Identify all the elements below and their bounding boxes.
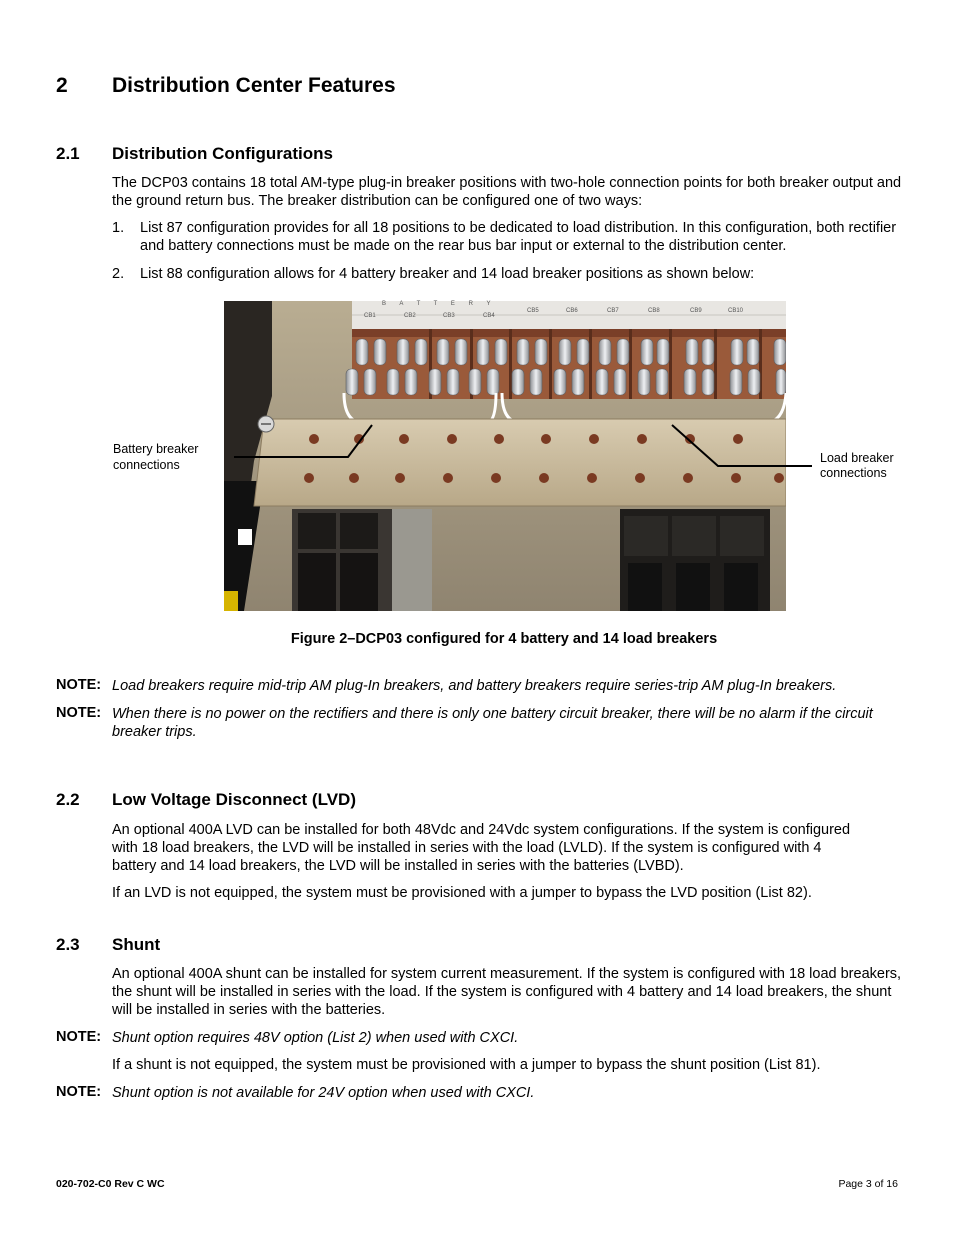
section-2-2-paragraph-1: An optional 400A LVD can be installed for both 48Vdc and 24Vdc system configurations. If the system is configured with 18 load breakers, the LVD will be installed in series with the load (LVLD). If the system is configured with 4 battery and 14 load breakers, the LVD will be installed in series with the batteries (LVBD). — [112, 822, 851, 874]
section-2-2-number: 2.2 — [56, 790, 80, 809]
breaker-label-cb7: CB7 — [607, 308, 619, 314]
breaker-label-cb3: CB3 — [443, 313, 455, 319]
note-1-label: NOTE: — [56, 677, 102, 693]
note-3-label: NOTE: — [56, 1029, 102, 1045]
figure-caption: Figure 2–DCP03 configured for 4 battery and 14 load breakers — [290, 631, 718, 647]
breaker-label-cb10: CB10 — [728, 308, 744, 314]
list-item-2-text: List 88 configuration allows for 4 battery breaker and 14 load breaker positions as shown below: — [140, 266, 755, 282]
list-item-1-marker: 1. — [112, 220, 125, 236]
breaker-label-cb6: CB6 — [566, 308, 578, 314]
breaker-label-cb4: CB4 — [483, 313, 495, 319]
callout-load-line1: Load breaker — [820, 451, 894, 465]
section-2-3-paragraph-2: If a shunt is not equipped, the system must be provisioned with a jumper to bypass the shunt position (List 81). — [112, 1057, 821, 1073]
breaker-label-cb1: CB1 — [364, 313, 376, 319]
section-2-title: Distribution Center Features — [112, 74, 396, 97]
breaker-label-cb5: CB5 — [527, 308, 539, 314]
list-item-1-text: List 87 configuration provides for all 18 positions to be dedicated to load distribution. In this configuration, both rectifier and battery connections must be made on the rear bus bar input or external to the distribution center. — [140, 220, 897, 254]
section-2-1-title: Distribution Configurations — [112, 144, 333, 163]
section-2-2-title: Low Voltage Disconnect (LVD) — [112, 790, 356, 809]
note-4-label: NOTE: — [56, 1084, 102, 1100]
breaker-label-cb8: CB8 — [648, 308, 660, 314]
note-2-label: NOTE: — [56, 705, 102, 721]
section-2-3-paragraph-1: An optional 400A shunt can be installed for system current measurement. If the system is configured with 18 load breakers, the shunt will be installed in series with the load. If the system is configured with 4 battery and 14 load breakers, the shunt will be installed in series with the batteries. — [112, 966, 902, 1018]
list-item-2-marker: 2. — [112, 266, 125, 282]
footer-doc-id: 020-702-C0 Rev C WC — [56, 1178, 165, 1190]
section-2-number: 2 — [56, 74, 68, 97]
battery-strip-label: B A T T E R Y — [382, 301, 497, 307]
note-3-text: Shunt option requires 48V option (List 2) when used with CXCI. — [112, 1030, 519, 1046]
section-2-2-paragraph-2: If an LVD is not equipped, the system must be provisioned with a jumper to bypass the LVD position (List 82). — [112, 885, 812, 901]
callout-load-line2: connections — [820, 466, 887, 480]
callout-battery-line1: Battery breaker — [113, 442, 199, 456]
section-2-3-number: 2.3 — [56, 935, 80, 954]
note-1-text: Load breakers require mid-trip AM plug-In breakers, and battery breakers require series-trip AM plug-In breakers. — [112, 678, 837, 694]
note-2-text: When there is no power on the rectifiers and there is only one battery circuit breaker, there will be no alarm if the circuit breaker trips. — [112, 706, 873, 740]
note-4-text: Shunt option is not available for 24V option when used with CXCI. — [112, 1085, 535, 1101]
breaker-label-cb9: CB9 — [690, 308, 702, 314]
section-2-1-number: 2.1 — [56, 144, 80, 163]
breaker-label-cb2: CB2 — [404, 313, 416, 319]
section-2-3-title: Shunt — [112, 935, 161, 954]
section-2-1-intro: The DCP03 contains 18 total AM-type plug-in breaker positions with two-hole connection points for both breaker output and the ground return bus. The breaker distribution can be configured one of two ways: — [112, 175, 902, 209]
callout-battery-line2: connections — [113, 458, 180, 472]
footer-page-number: Page 3 of 16 — [838, 1178, 898, 1190]
